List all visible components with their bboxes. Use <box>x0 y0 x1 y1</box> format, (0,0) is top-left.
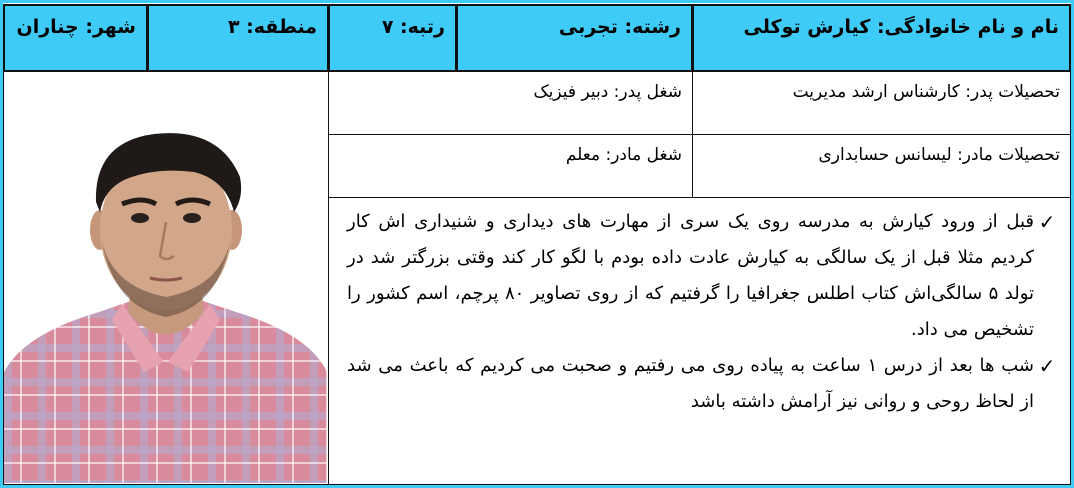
region-label: منطقه: ۳ <box>227 16 317 38</box>
note-item-1 <box>347 204 1060 348</box>
student-photo <box>4 72 327 483</box>
rank-cell <box>328 4 457 72</box>
region-cell <box>147 4 329 72</box>
city-cell <box>3 4 148 72</box>
check-icon: ✓ <box>1038 210 1056 234</box>
student-name-cell <box>692 4 1071 72</box>
field-cell <box>456 4 693 72</box>
mother-job: شغل مادر: معلم <box>565 145 682 165</box>
note-text-1: قبل از ورود کیارش به مدرسه روی یک سری از مهارت های دیداری و شنیداری اش کار کردیم مثلا قبل از یک سالگی به کیارش عادت داده بودم با لگو کار کند وقتی بزرگتر شد در تولد ۵ سالگی‌اش کتاب اطلس جغرافیا را گرفتیم که از روی تصاویر ۸۰ پرچم، اسم کشور را تشخیص می داد. <box>347 211 1034 340</box>
rank-label: رتبه: ۷ <box>381 16 445 38</box>
father-education-cell <box>692 71 1071 135</box>
note-text-2: شب ها بعد از درس ۱ ساعت به پیاده روی می رفتیم و صحبت می کردیم که باعث می شد از لحاظ روحی و روانی نیز آرامش داشته باشد <box>347 355 1035 412</box>
photo-cell <box>3 71 329 485</box>
father-job: شغل پدر: دبیر فیزیک <box>533 82 682 102</box>
note-item-2 <box>347 348 1060 420</box>
student-name: نام و نام خانوادگی: کیارش توکلی <box>743 16 1059 38</box>
mother-education-cell <box>692 134 1071 198</box>
mother-job-cell <box>328 134 693 198</box>
father-education: تحصیلات پدر: کارشناس ارشد مدیریت <box>792 82 1060 102</box>
father-job-cell <box>328 71 693 135</box>
notes-cell <box>328 197 1071 485</box>
field-label: رشته: تجربی <box>558 16 681 38</box>
mother-education: تحصیلات مادر: لیسانس حسابداری <box>818 145 1060 165</box>
check-icon: ✓ <box>1038 354 1056 378</box>
city-label: شهر: چناران <box>16 16 136 38</box>
